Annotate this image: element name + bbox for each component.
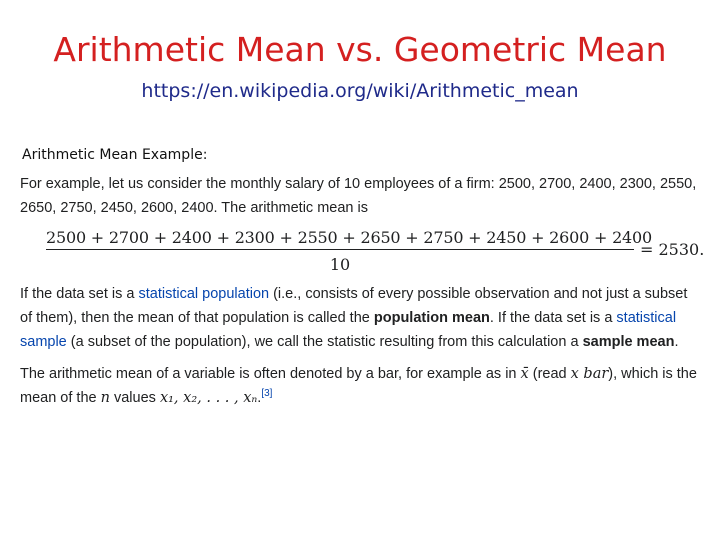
sample-mean-term: sample mean [582,334,675,350]
statistical-population-link[interactable]: statistical population [138,286,270,302]
text-segment: ), which is the mean of the [20,366,697,406]
slide-title: Arithmetic Mean vs. Geometric Mean [53,30,667,69]
formula-numerator: 2500 + 2700 + 2400 + 2300 + 2550 + 2650 + 2750 + 2450 + 2600 + 2400 [46,228,652,247]
text-segment: (a subset of the population), we call the statistic resulting from this calculation a [66,334,583,350]
text-segment: If the data set is a [20,286,139,302]
wikipedia-excerpt [20,172,705,410]
text-segment: . [257,390,262,406]
citation-link[interactable]: [3] [261,388,273,400]
n-symbol: n [100,390,110,406]
x-bar-reading: x bar [570,366,609,382]
text-segment: The arithmetic mean of a variable is often denoted by a bar, for example as in [20,366,521,382]
population-mean-term: population mean [373,310,490,326]
formula-denominator: 10 [329,255,351,274]
section-label: Arithmetic Mean Example: [22,147,208,163]
formula-result: = 2530. [640,240,705,259]
population-paragraph [20,282,700,354]
x-values-sequence: x₁, x₂, . . . , xₙ [159,390,258,406]
mean-formula [20,224,705,276]
example-paragraph: For example, let us consider the monthly salary of 10 employees of a firm: 2500, 2700, 2400, 2300, 2550, 2650, 2750, 2450, 2600, 2400. The arithmetic mean is [20,176,697,216]
text-segment: . If the data set is a [489,310,617,326]
x-bar-symbol: x̄ [520,366,529,382]
source-url: https://en.wikipedia.org/wiki/Arithmetic_mean [141,80,579,102]
text-segment: (i.e., consists of every possible observation and not just a subset of them), then the mean of that population is called the [20,286,688,326]
text-segment: . [674,334,679,350]
fraction-bar [46,249,634,250]
notation-paragraph [20,362,700,410]
statistical-sample-link[interactable]: statistical sample [20,310,677,350]
text-segment: (read [528,366,571,382]
text-segment: values [109,390,160,406]
